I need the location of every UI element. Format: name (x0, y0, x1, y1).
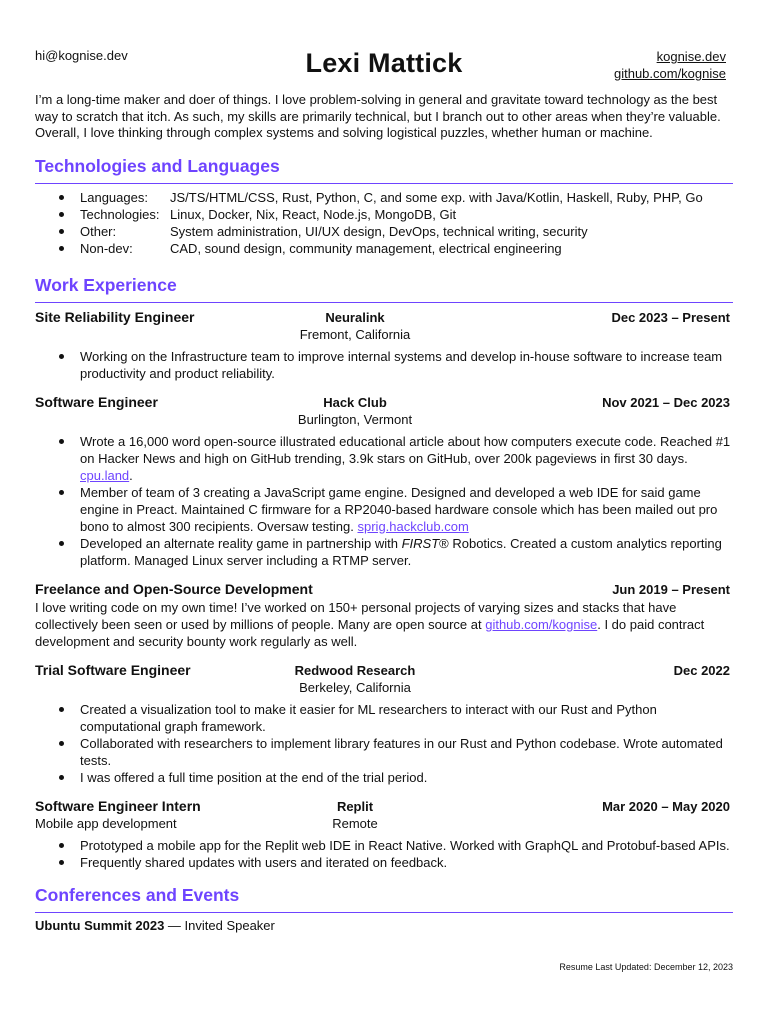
section-title-technologies: Technologies and Languages (35, 156, 733, 184)
job-title: Site Reliability Engineer (35, 308, 195, 325)
intro-paragraph: I’m a long-time maker and doer of things. I love problem-solving in general and gravitate toward technology as the best way to scratch that itch. As such, my skills are primarily technical, but I branch out to other areas when they’re valuable. Overall, I love thinking through complex systems and solving logistical puzzles, whether human or machine. (35, 92, 721, 140)
list-item: Working on the Infrastructure team to improve internal systems and develop in-house software to increase team productivity and product reliability. (35, 348, 733, 382)
job-date: Mar 2020 – May 2020 (602, 798, 730, 814)
bullet-text: Developed an alternate reality game in partnership with (80, 535, 398, 551)
section-title-work: Work Experience (35, 275, 733, 303)
job-title: Freelance and Open-Source Development (35, 580, 313, 597)
list-item (35, 535, 733, 569)
job-location: Fremont, California (299, 326, 411, 342)
job-redwood (35, 662, 733, 786)
job-org: Replit (336, 798, 374, 814)
github-inline-link[interactable]: github.com/kognise (485, 616, 598, 632)
job-date: Dec 2023 – Present (611, 309, 730, 325)
job-title: Trial Software Engineer (35, 661, 191, 678)
conference-entry (35, 918, 733, 933)
job-bullets (35, 433, 733, 569)
tech-value: JS/TS/HTML/CSS, Rust, Python, C, and some exp. with Java/Kotlin, Haskell, Ruby, PHP, Go (170, 189, 703, 205)
header-links (614, 48, 726, 82)
job-date: Jun 2019 – Present (612, 581, 730, 597)
paragraph-text: . I do paid contract development and security bounty work regularly as well. (35, 616, 705, 649)
tech-value: Linux, Docker, Nix, React, Node.js, MongoDB, Git (170, 206, 457, 222)
sprig-link[interactable]: sprig.hackclub.com (357, 518, 469, 534)
job-org: Neuralink (325, 309, 385, 325)
paragraph-text: I love writing code on my own time! I’ve worked on 150+ personal projects of varying sizes and stacks that have collectively been seen or used by millions of people. Many are open source at (35, 599, 677, 632)
list-item: I was offered a full time position at the end of the trial period. (35, 769, 733, 786)
bullet-text: ® Robotics. Created a custom analytics reporting platform. Managed Linux server including a RTMP server. (80, 535, 722, 568)
job-bullets (35, 837, 733, 871)
list-item (35, 223, 733, 240)
website-link[interactable]: kognise.dev (656, 49, 726, 64)
tech-value: System administration, UI/UX design, DevOps, technical writing, security (170, 223, 588, 239)
tech-key: Languages: (80, 189, 148, 205)
list-item (35, 484, 733, 535)
tech-value: CAD, sound design, community management, electrical engineering (170, 240, 562, 256)
github-link[interactable]: github.com/kognise (613, 66, 726, 81)
job-location: Burlington, Vermont (297, 411, 413, 427)
last-updated-text: Resume Last Updated: December 12, 2023 (559, 962, 733, 972)
job-replit (35, 798, 733, 871)
section-title-conferences: Conferences and Events (35, 885, 733, 913)
freelance-paragraph (35, 599, 729, 650)
job-org: Redwood Research (294, 662, 416, 678)
conference-role: — Invited Speaker (167, 917, 275, 933)
bullet-text: Member of team of 3 creating a JavaScript game engine. Designed and developed a web IDE for said game engine in Preact. Maintained C firmware for a RP2040-based hardware console which has been mailed out pro bono to almost 300 recipients. Oversaw testing. (80, 484, 718, 534)
job-freelance (35, 581, 733, 650)
email-text: hi@kognise.dev (35, 48, 128, 63)
list-item: Frequently shared updates with users and iterated on feedback. (35, 854, 733, 871)
list-item: Collaborated with researchers to implement library features in our Rust and Python codebase. Wrote automated tests. (35, 735, 733, 769)
resume-header (35, 0, 733, 92)
page-title: Lexi Mattick (305, 48, 463, 78)
bullet-text: Wrote a 16,000 word open-source illustrated educational article about how computers execute code. Reached #1 on Hacker News and high on GitHub trending, 3.9k stars on GitHub, over 200k pageviews in first 30 days. (80, 433, 731, 466)
list-item (35, 240, 733, 257)
job-date: Dec 2022 (673, 662, 730, 678)
cpu-land-link[interactable]: cpu.land (80, 467, 130, 483)
first-emphasis: FIRST (401, 535, 440, 551)
job-location: Remote (332, 815, 378, 831)
job-location: Berkeley, California (299, 679, 411, 695)
job-hack-club (35, 394, 733, 569)
job-bullets (35, 701, 733, 786)
conference-name: Ubuntu Summit 2023 (35, 917, 165, 933)
list-item: Created a visualization tool to make it easier for ML researchers to interact with our Rust and Python computational graph framework. (35, 701, 733, 735)
tech-key: Technologies: (80, 206, 160, 222)
job-date: Nov 2021 – Dec 2023 (602, 394, 730, 410)
job-neuralink (35, 309, 733, 382)
list-item: Wrote a 16,000 word open-source illustrated educational article about how computers execute code. Reached #1 on Hacker News and high on GitHub trending, 3.9k stars on GitHub, over 200k pageviews in first 30 days. cpu.land. (35, 433, 733, 484)
resume-page (35, 0, 733, 933)
list-item (35, 189, 733, 206)
job-org: Hack Club (323, 394, 387, 410)
list-item: Prototyped a mobile app for the Replit web IDE in React Native. Worked with GraphQL and Protobuf-based APIs. (35, 837, 733, 854)
job-subtitle: Mobile app development (35, 815, 177, 831)
job-bullets (35, 348, 733, 382)
list-item (35, 206, 733, 223)
technologies-list (35, 189, 733, 257)
job-title: Software Engineer (35, 393, 158, 410)
tech-key: Non-dev: (80, 240, 133, 256)
tech-key: Other: (80, 223, 117, 239)
job-title: Software Engineer Intern (35, 797, 201, 814)
